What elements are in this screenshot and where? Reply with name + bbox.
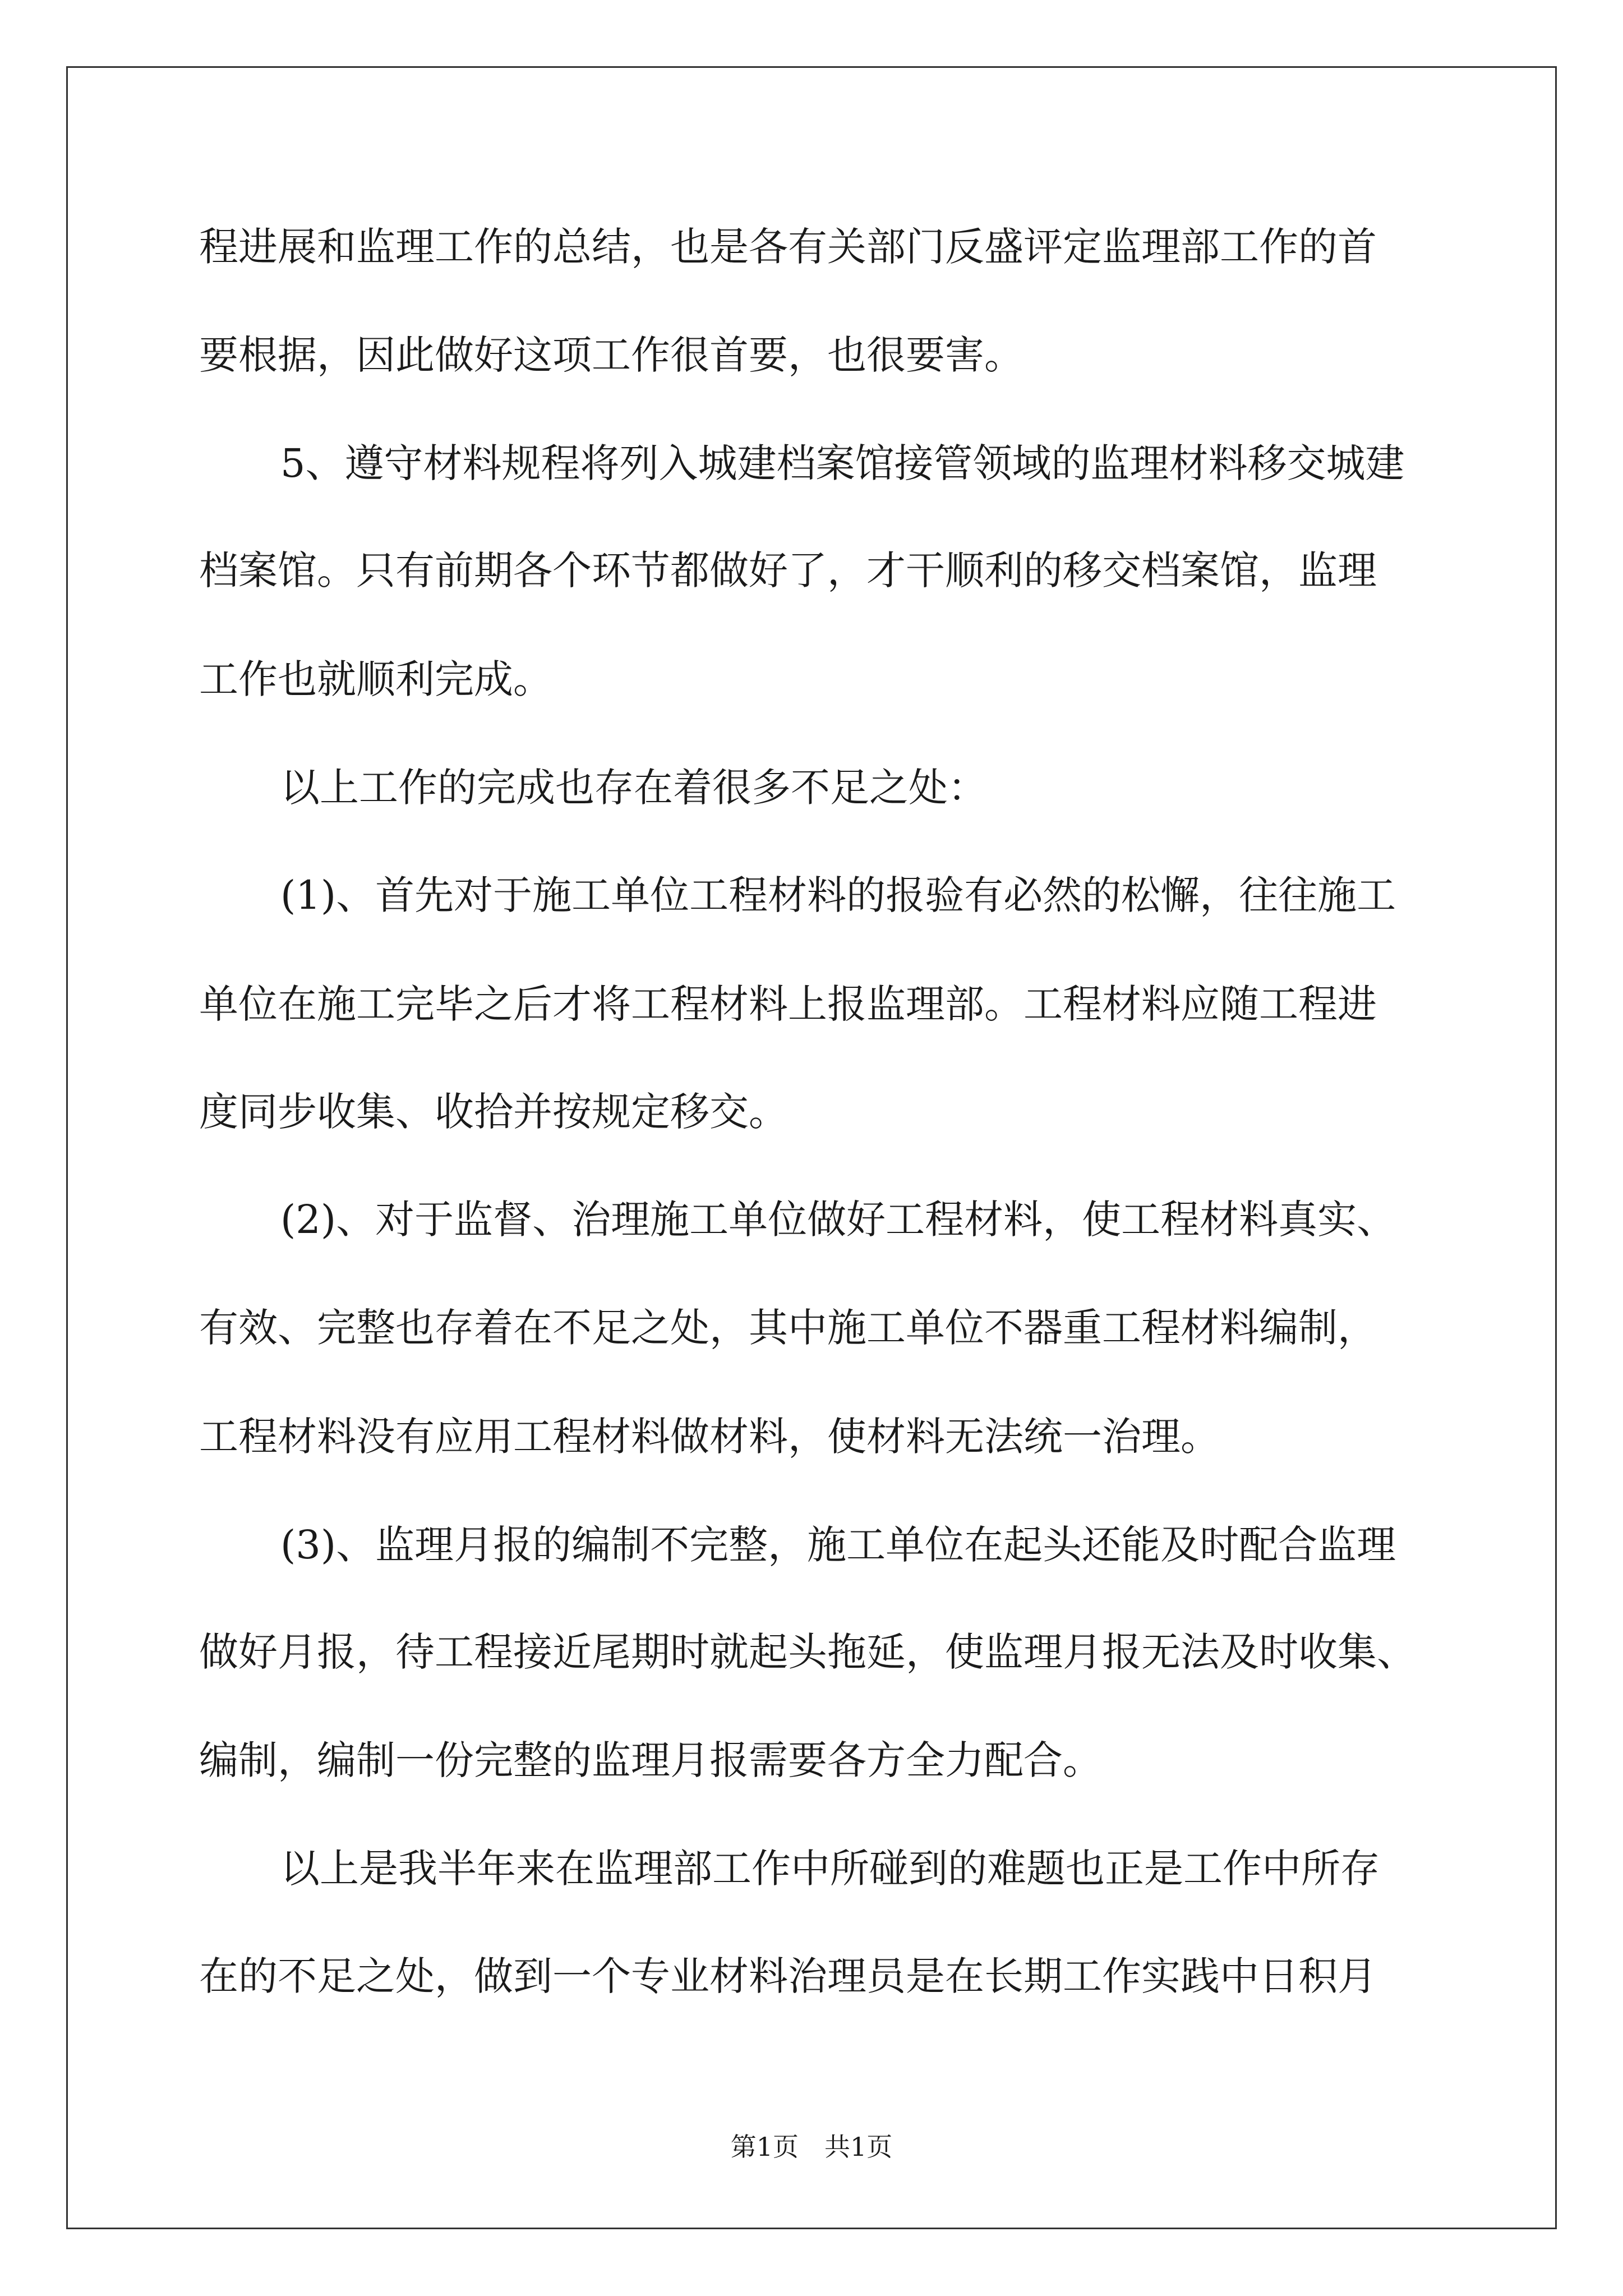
text-line: (1)、首先对于施工单位工程材料的报验有必然的松懈，往往施工 <box>280 872 1396 918</box>
text-line: 在的不足之处，做到一个专业材料治理员是在长期工作实践中日积月 <box>199 1953 1377 1999</box>
text-line: 度同步收集、收拾并按规定移交。 <box>199 1089 788 1135</box>
text-line: 单位在施工完毕之后才将工程材料上报监理部。工程材料应随工程进 <box>199 981 1377 1027</box>
text-line: (3)、监理月报的编制不完整，施工单位在起头还能及时配合监理 <box>280 1522 1396 1568</box>
text-line: 要根据，因此做好这项工作很首要，也很要害。 <box>199 332 1023 378</box>
text-line: 5、遵守材料规程将列入城建档案馆接管领域的监理材料移交城建 <box>280 440 1405 486</box>
text-line: 程进展和监理工作的总结，也是各有关部门反盛评定监理部工作的首 <box>199 224 1377 270</box>
text-line: 工作也就顺利完成。 <box>199 656 552 702</box>
text-line: 档案馆。只有前期各个环节都做好了，才干顺利的移交档案馆，监理 <box>199 547 1377 593</box>
text-line: 做好月报，待工程接近尾期时就起头拖延，使监理月报无法及时收集、 <box>199 1629 1416 1675</box>
text-line: 以上是我半年来在监理部工作中所碰到的难题也正是工作中所存 <box>280 1846 1380 1892</box>
text-line: 编制，编制一份完整的监理月报需要各方全力配合。 <box>199 1737 1102 1783</box>
text-line: 有效、完整也存着在不足之处，其中施工单位不器重工程材料编制， <box>199 1305 1377 1351</box>
text-line: 工程材料没有应用工程材料做材料，使材料无法统一治理。 <box>199 1414 1220 1460</box>
page-border <box>66 66 1557 2229</box>
text-line: 以上工作的完成也存在着很多不足之处： <box>280 765 987 811</box>
text-line: (2)、对于监督、治理施工单位做好工程材料，使工程材料真实、 <box>280 1197 1396 1243</box>
page-number-footer: 第1页 共1页 <box>730 2132 893 2162</box>
